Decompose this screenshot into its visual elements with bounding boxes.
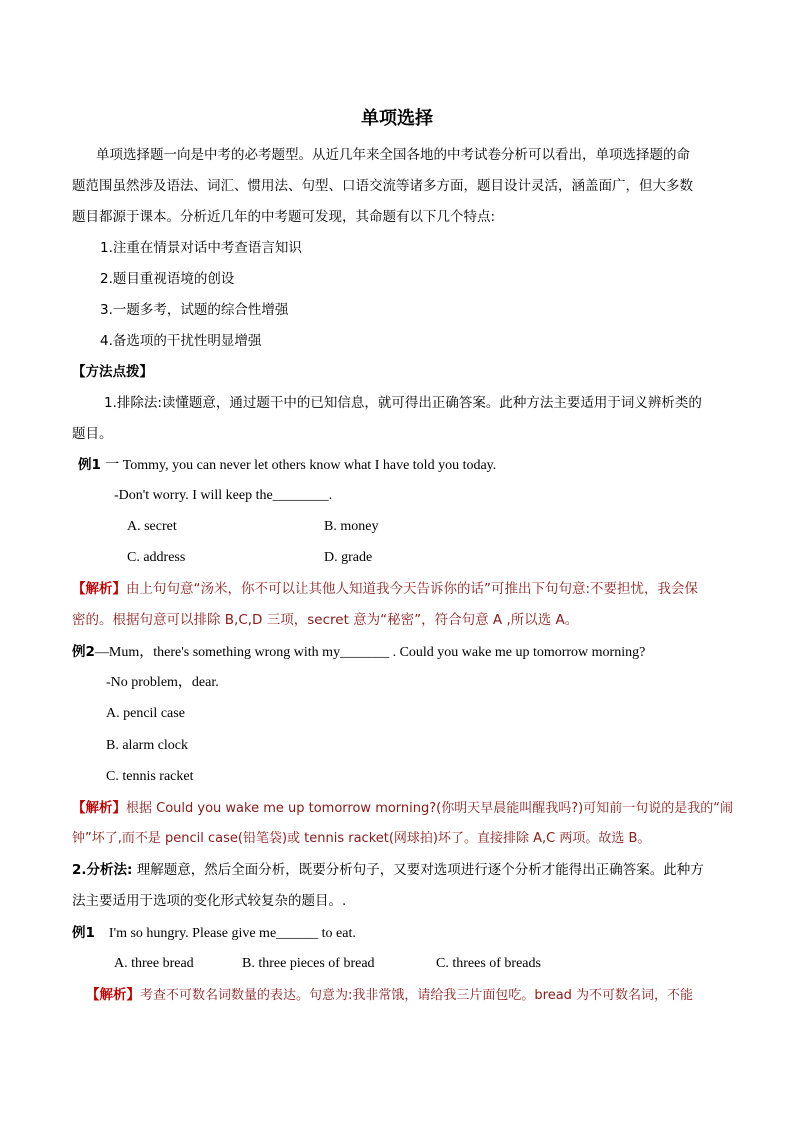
example-1-option-b: B. money [324, 519, 379, 534]
intro-line-1: 单项选择题一向是中考的必考题型。从近几年来全国各地的中考试卷分析可以看出，单项选择题的命 [96, 147, 690, 163]
example-2-analysis-line-2: 钟”坏了,而不是 pencil case(铅笔袋)或 tennis racket(网球拍)坏了。直接排除 A,C 两项。故选 B。 [72, 831, 651, 846]
example-2-analysis-text-1: 根据 Could you wake me up tomorrow morning?(你明天早晨能叫醒我吗?)可知前一句说的是我的“闹 [126, 801, 733, 816]
example-2-label: 例2 [72, 644, 95, 660]
example-1-option-a: A. secret [127, 519, 177, 534]
example-3-analysis-line-1 [86, 986, 693, 1005]
page-title: 单项选择 [361, 108, 433, 129]
example-3-analysis-label: 【解析】 [86, 987, 140, 1003]
example-3-label: 例1 [72, 925, 95, 941]
feature-item-2: 2.题目重视语境的创设 [100, 271, 235, 287]
method-header: 【方法点拨】 [72, 364, 153, 380]
example-1-option-d: D. grade [324, 550, 373, 565]
feature-item-3: 3.一题多考，试题的综合性增强 [100, 302, 289, 318]
example-1-question-text: 一 Tommy, you can never let others know what I have told you today. [105, 458, 497, 473]
feature-item-1: 1.注重在情景对话中考查语言知识 [100, 240, 302, 256]
method2-line-2: 法主要适用于选项的变化形式较复杂的题目。. [72, 893, 347, 909]
example-3-option-b: B. three pieces of bread [242, 956, 375, 971]
example-1-answer-line: -Don't worry. I will keep the________. [114, 488, 333, 503]
example-2-question-text: —Mum，there's something wrong with my_______ . Could you wake me up tomorrow morning? [94, 645, 646, 660]
example-2-option-b: B. alarm clock [106, 738, 189, 753]
example-2-option-a: A. pencil case [106, 706, 185, 721]
example-1-label: 例1 [78, 457, 101, 473]
feature-item-4: 4.备选项的干扰性明显增强 [100, 333, 262, 349]
intro-line-2: 题范围虽然涉及语法、词汇、惯用法、句型、口语交流等诸多方面，题目设计灵活，涵盖面广，但大多数 [72, 178, 693, 194]
intro-line-3: 题目都源于课本。分析近几年的中考题可发现，其命题有以下几个特点: [72, 209, 496, 225]
example-3-option-c: C. threes of breads [436, 956, 541, 971]
example-1-analysis-text-1: 由上句句意“汤米，你不可以让其他人知道我今天告诉你的话”可推出下句句意:不要担忧，我会保 [126, 581, 699, 597]
example-3-question-text: I'm so hungry. Please give me______ to eat. [108, 926, 356, 941]
example-2-option-c: C. tennis racket [106, 769, 194, 784]
example-2-answer-line: -No problem，dear. [106, 675, 219, 690]
example-1-analysis-line-2: 密的。根据句意可以排除 B,C,D 三项，secret 意为“秘密”，符合句意 A ,所以选 A。 [72, 612, 579, 628]
example-3-question [72, 924, 356, 943]
example-2-question [72, 643, 645, 662]
method2-text-1: 理解题意，然后全面分析，既要分析句子，又要对选项进行逐个分析才能得出正确答案。此种方 [132, 862, 704, 878]
example-1-question [78, 456, 496, 475]
example-2-analysis-label: 【解析】 [72, 800, 126, 816]
example-1-analysis-line-1 [72, 580, 698, 598]
example-3-option-a: A. three bread [114, 956, 194, 971]
example-1-analysis-label: 【解析】 [72, 581, 126, 597]
method1-line-1: 1.排除法:读懂题意，通过题干中的已知信息，就可得出正确答案。此种方法主要适用于词义辨析类的 [104, 395, 702, 411]
method2-label: 2.分析法: [72, 862, 133, 878]
method2-line-1 [72, 861, 704, 879]
example-1-option-c: C. address [127, 550, 186, 565]
example-2-analysis-line-1 [72, 799, 733, 818]
example-3-analysis-text-1: 考查不可数名词数量的表达。句意为:我非常饿，请给我三片面包吃。bread 为不可数名词，不能 [140, 988, 694, 1003]
method1-line-2: 题目。 [72, 426, 113, 442]
